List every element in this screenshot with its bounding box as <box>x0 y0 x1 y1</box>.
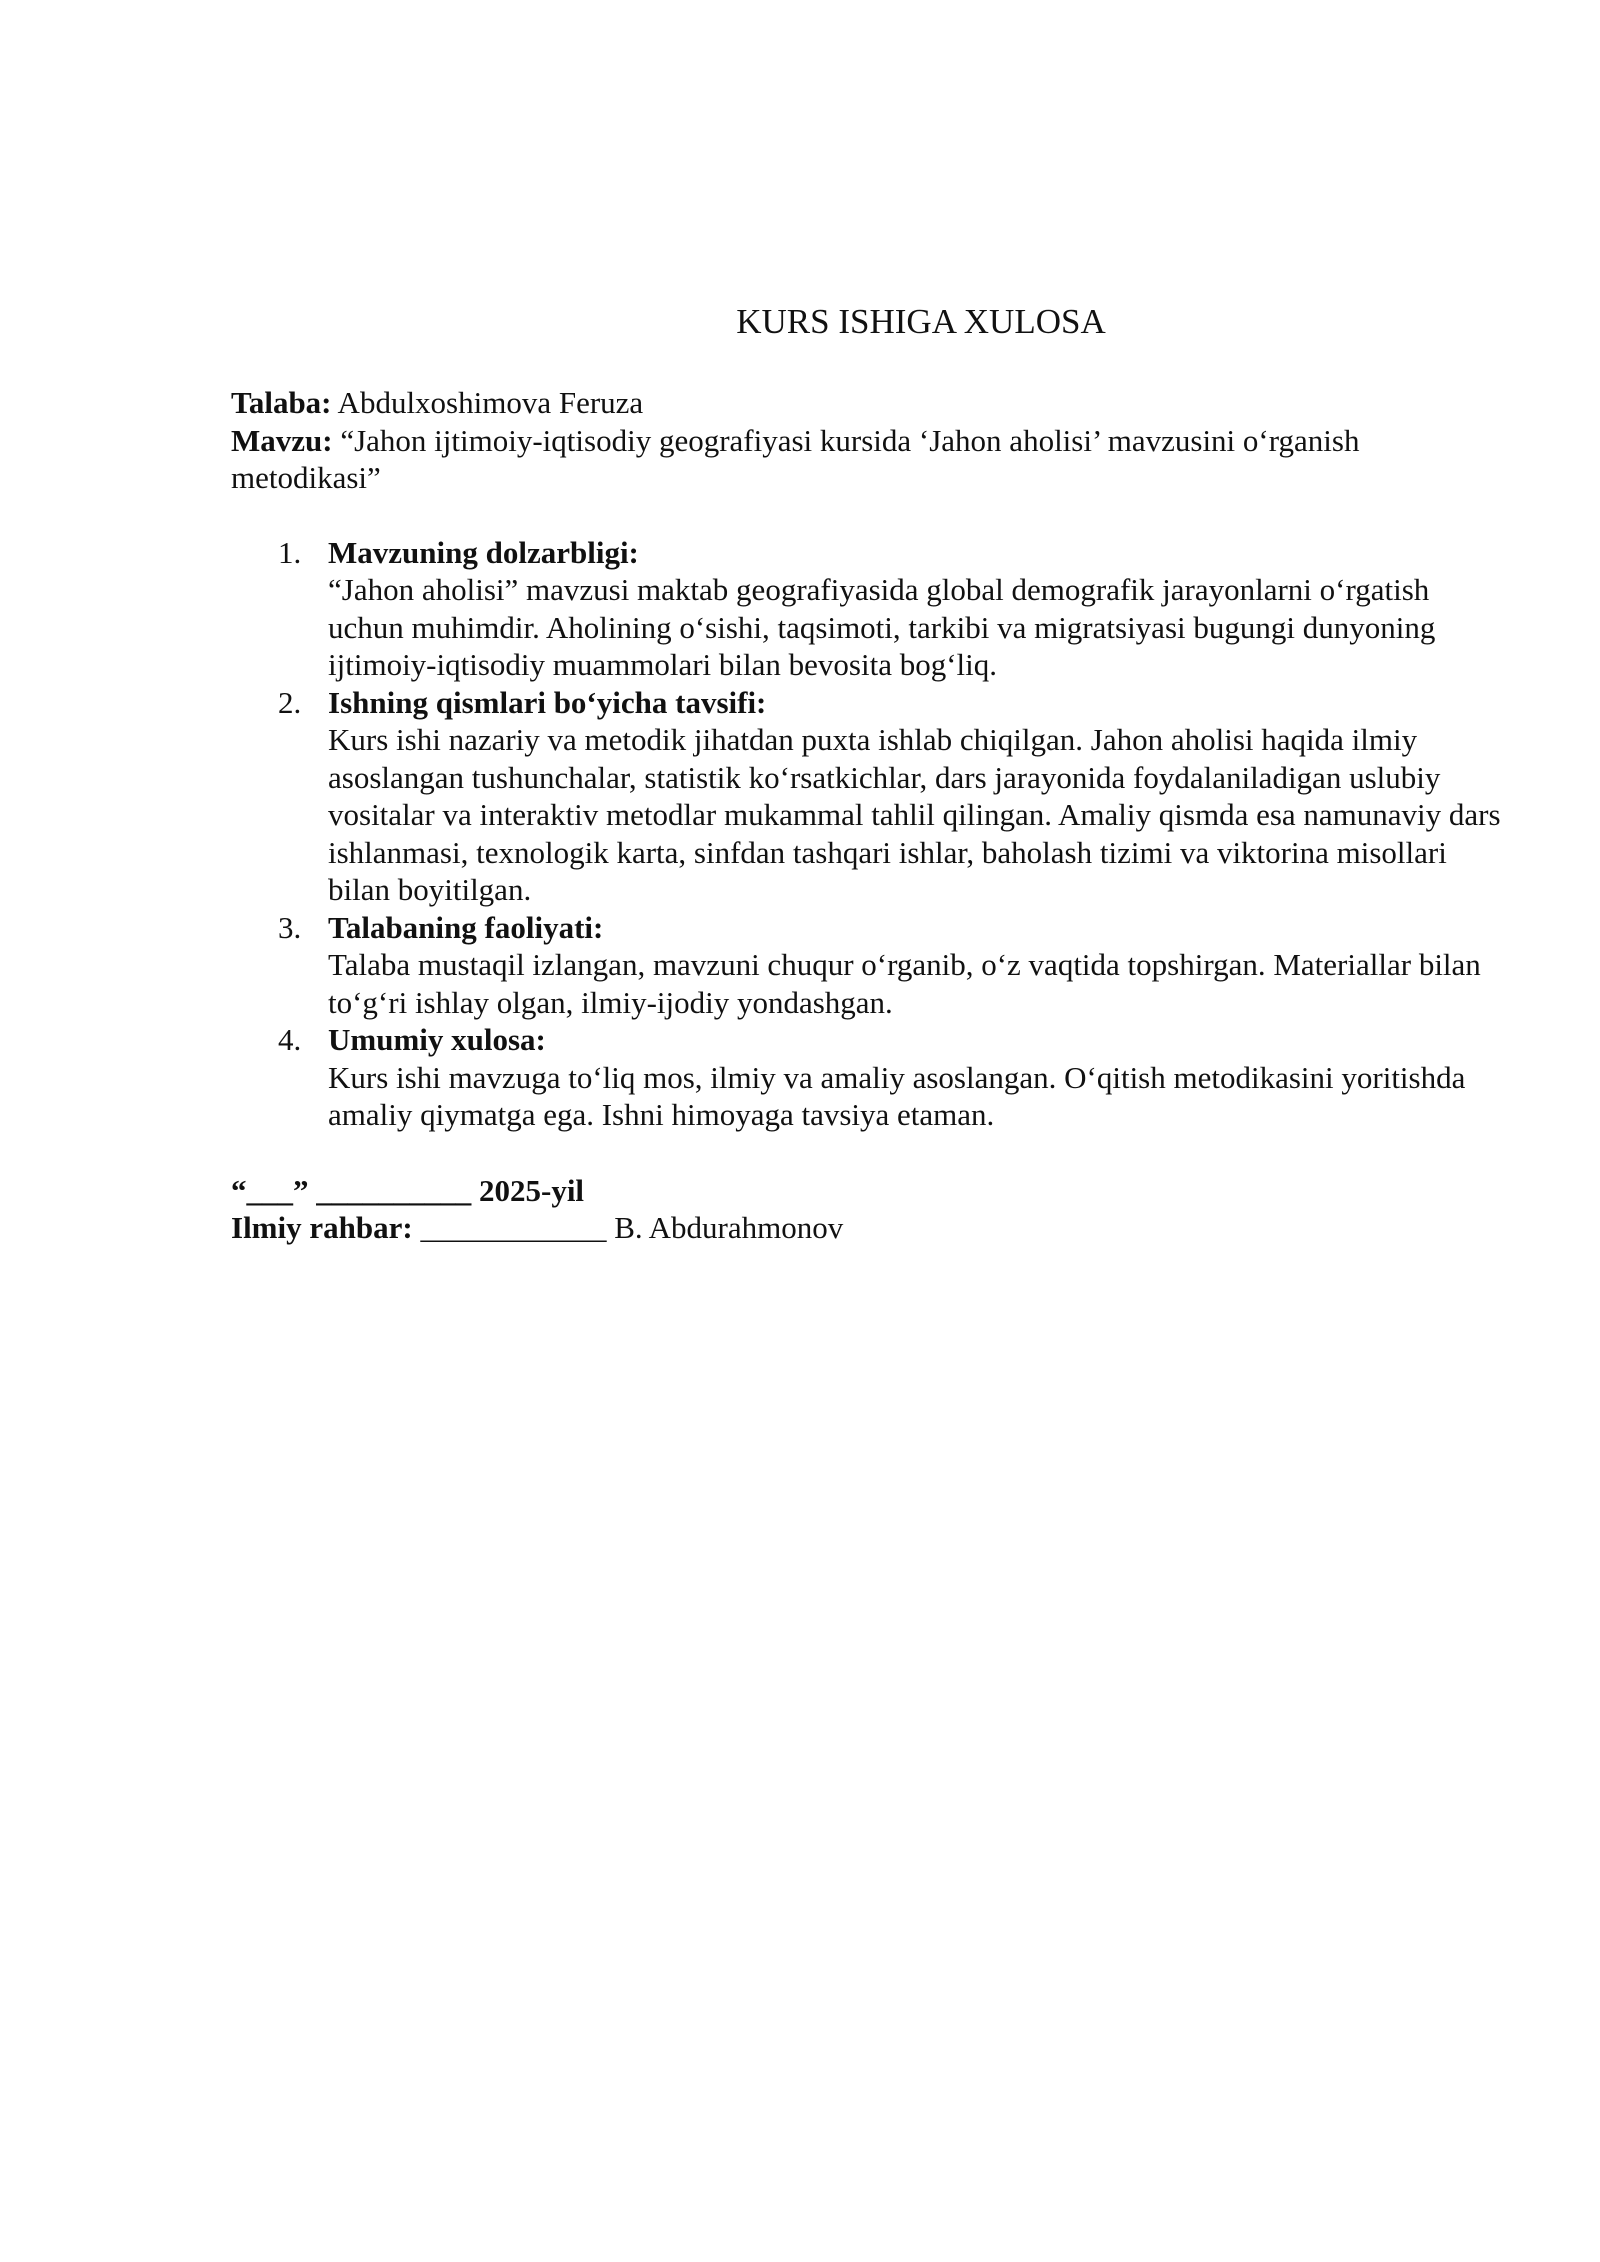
supervisor-line <box>231 1209 1501 1247</box>
topic-label: Mavzu: <box>231 422 333 458</box>
section-body: Talaba mustaqil izlangan, mavzuni chuqur o‘rganib, o‘z vaqtida topshirgan. Materiallar bilan to‘g‘ri ishlay olgan, ilmiy-ijodiy yondashgan. <box>328 947 1481 1020</box>
section-heading: Mavzuning dolzarbligi: <box>328 534 639 570</box>
section-number: 3. <box>278 909 302 945</box>
student-label: Talaba: <box>231 385 332 420</box>
section-relevance <box>231 534 1501 684</box>
date-line: “___” __________ 2025-yil <box>231 1172 585 1208</box>
section-student-activity <box>231 909 1501 1022</box>
section-conclusion <box>231 1021 1501 1134</box>
section-body: Kurs ishi mavzuga to‘liq mos, ilmiy va amaliy asoslangan. O‘qitish metodikasini yoritishda amaliy qiymatga ega. Ishni himoyaga tavsiya etaman. <box>328 1059 1466 1132</box>
document-content <box>231 300 1501 1247</box>
supervisor-signature: ____________ B. Abdurahmonov <box>412 1210 844 1245</box>
section-number: 2. <box>278 684 302 720</box>
section-heading: Talabaning faoliyati: <box>328 909 604 945</box>
student-name: Abdulxoshimova Feruza <box>331 385 644 420</box>
signature-block <box>231 1172 1501 1247</box>
section-heading: Ishning qismlari bo‘yicha tavsifi: <box>328 684 767 720</box>
document-title: KURS ISHIGA XULOSA <box>736 302 1106 341</box>
topic-line <box>231 422 1501 497</box>
student-line <box>231 384 1501 422</box>
section-number: 4. <box>278 1022 302 1057</box>
section-number: 1. <box>278 534 302 570</box>
supervisor-label: Ilmiy rahbar: <box>231 1210 413 1245</box>
sections-list <box>231 534 1501 1134</box>
section-heading: Umumiy xulosa: <box>328 1022 546 1057</box>
section-body: Kurs ishi nazariy va metodik jihatdan puxta ishlab chiqilgan. Jahon aholisi haqida ilmiy asoslangan tushunchalar, statistik ko‘rsatkichlar, dars jarayonida foydalaniladigan uslubiy vositalar va interaktiv metodlar mukammal tahlil qilingan. Amaliy qismda esa namunaviy dars ishlanmasi, texnologik karta, sinfdan tashqari ishlar, baholash tizimi va viktorina misollari bilan boyitilgan. <box>328 722 1501 907</box>
section-body: “Jahon aholisi” mavzusi maktab geografiyasida global demografik jarayonlarni o‘rgatish uchun muhimdir. Aholining o‘sishi, taqsimoti, tarkibi va migratsiyasi bugungi dunyoning ijtimoiy-iqtisodiy muammolari bilan bevosita bog‘liq. <box>328 572 1436 682</box>
topic-text: “Jahon ijtimoiy-iqtisodiy geografiyasi kursida ‘Jahon aholisi’ mavzusini o‘rganish metodikasi” <box>231 422 1360 495</box>
section-description <box>231 684 1501 909</box>
